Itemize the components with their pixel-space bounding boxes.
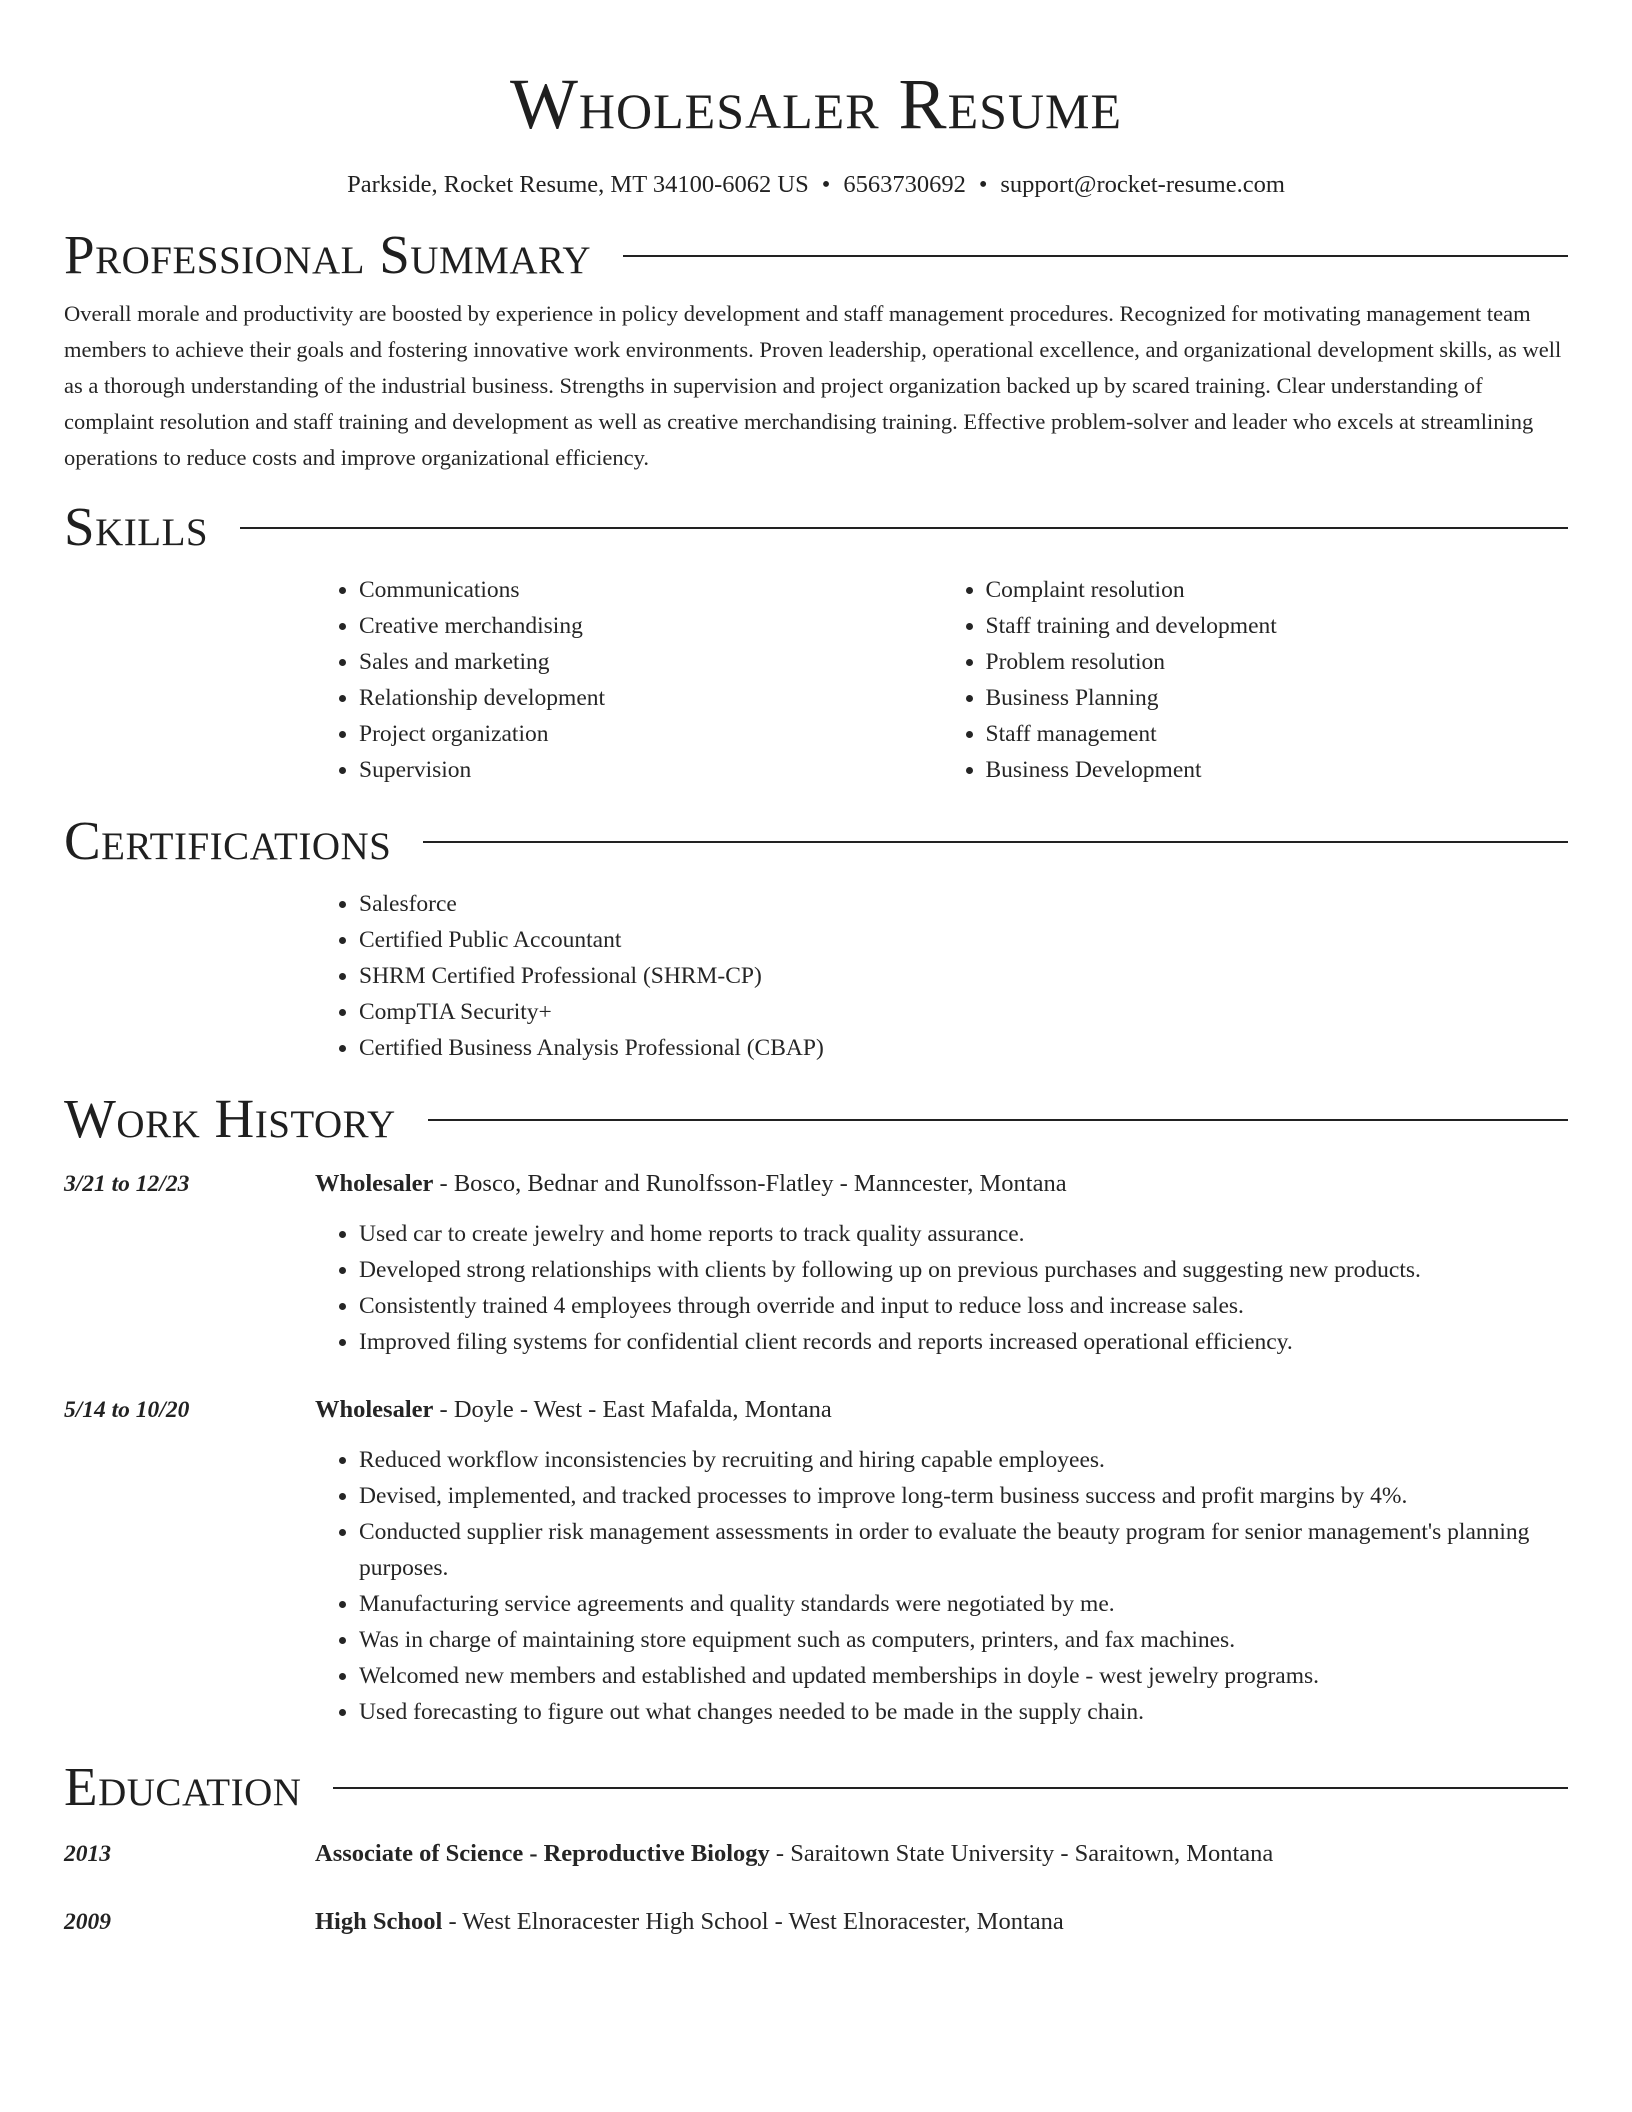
- skills-header: [64, 494, 1568, 560]
- education-line: [315, 1904, 1064, 1940]
- section-divider: [423, 841, 1568, 843]
- job-bullet: • Used car to create jewelry and home reports to track quality assurance.: [359, 1216, 1568, 1252]
- certification-item: • Certified Public Accountant: [359, 922, 1568, 958]
- resume-name: Wholesaler Resume: [509, 64, 1123, 144]
- education-entry: [64, 1904, 1568, 1940]
- skill-item: • Business Planning: [986, 680, 1569, 716]
- job-bullet: • Conducted supplier risk management assessments in order to evaluate the beauty program for senior management's planning purposes.: [359, 1514, 1568, 1586]
- summary-header: [64, 222, 1568, 288]
- job-entry: [64, 1166, 1568, 1360]
- certifications-list: [315, 886, 1568, 1066]
- work-history-section: [64, 1086, 1568, 1730]
- education-line: [315, 1836, 1273, 1872]
- certification-item: • Certified Business Analysis Professional (CBAP): [359, 1030, 1568, 1066]
- skill-item: • Relationship development: [359, 680, 942, 716]
- skills-section: [64, 494, 1568, 788]
- job-bullet: • Used forecasting to figure out what changes needed to be made in the supply chain.: [359, 1694, 1568, 1730]
- contact-phone: 6563730692: [843, 171, 966, 198]
- summary-text: Overall morale and productivity are boosted by experience in policy development and staff management procedures. Recognized for motivating management team members to achieve their goals and fostering innovative work environments. Proven leadership, operational excellence, and organizational development skills, as well as a thorough understanding of the industrial business. Strengths in supervision and project organization backed up by scared training. Clear understanding of complaint resolution and staff training and development as well as creative merchandising training. Effective problem-solver and leader who excels at streamlining operations to reduce costs and improve organizational efficiency.: [64, 301, 1562, 470]
- skills-title: Skills: [64, 496, 209, 557]
- job-bullet: • Devised, implemented, and tracked processes to improve long-term business success and profit margins by 4%.: [359, 1478, 1568, 1514]
- skills-columns: [315, 572, 1568, 788]
- job-bullets: [315, 1442, 1568, 1730]
- skill-item: • Complaint resolution: [986, 572, 1569, 608]
- education-year: 2009: [64, 1909, 111, 1935]
- contact-line: [64, 168, 1568, 202]
- certification-item: • Salesforce: [359, 886, 1568, 922]
- job-role: Wholesaler: [315, 1170, 434, 1197]
- contact-separator: •: [978, 171, 988, 198]
- work-history-header: [64, 1086, 1568, 1152]
- work-history-title: Work History: [64, 1088, 396, 1149]
- skill-item: • Staff training and development: [986, 608, 1569, 644]
- certification-item: • SHRM Certified Professional (SHRM-CP): [359, 958, 1568, 994]
- skill-item: • Sales and marketing: [359, 644, 942, 680]
- job-dates: 5/14 to 10/20: [64, 1397, 190, 1423]
- job-bullet: • Manufacturing service agreements and quality standards were negotiated by me.: [359, 1586, 1568, 1622]
- job-title-line: [315, 1392, 832, 1428]
- job-bullets: [315, 1216, 1568, 1360]
- certifications-body: [315, 886, 1568, 1066]
- job-bullet: • Improved filing systems for confidential client records and reports increased operational efficiency.: [359, 1324, 1568, 1360]
- skills-list-left: [315, 572, 942, 788]
- contact-email: support@rocket-resume.com: [1000, 171, 1285, 198]
- section-divider: [428, 1119, 1568, 1121]
- summary-section: [64, 222, 1568, 476]
- skill-item: • Communications: [359, 572, 942, 608]
- job-heading: [64, 1166, 1568, 1202]
- education-title: Education: [64, 1756, 302, 1817]
- education-section: [64, 1754, 1568, 1940]
- contact-separator: •: [821, 171, 831, 198]
- certifications-section: [64, 808, 1568, 1066]
- skill-item: • Creative merchandising: [359, 608, 942, 644]
- education-entry: [64, 1836, 1568, 1872]
- summary-title: Professional Summary: [64, 224, 592, 285]
- certification-item: • CompTIA Security+: [359, 994, 1568, 1030]
- certifications-title: Certifications: [64, 810, 392, 871]
- education-degree: Associate of Science - Reproductive Biology: [315, 1840, 770, 1867]
- job-title-line: [315, 1166, 1067, 1202]
- job-details: - Bosco, Bednar and Runolfsson-Flatley - Manncester, Montana: [433, 1170, 1067, 1197]
- job-entry: [64, 1392, 1568, 1730]
- education-degree: High School: [315, 1908, 443, 1935]
- job-bullets-wrap: [315, 1442, 1568, 1730]
- skill-item: • Supervision: [359, 752, 942, 788]
- job-bullet: • Developed strong relationships with clients by following up on previous purchases and suggesting new products.: [359, 1252, 1568, 1288]
- section-divider: [623, 255, 1568, 257]
- skill-item: • Project organization: [359, 716, 942, 752]
- job-bullet: • Consistently trained 4 employees through override and input to reduce loss and increase sales.: [359, 1288, 1568, 1324]
- education-details: - West Elnoracester High School - West Elnoracester, Montana: [442, 1908, 1064, 1935]
- skill-item: • Problem resolution: [986, 644, 1569, 680]
- job-details: - Doyle - West - East Mafalda, Montana: [433, 1396, 832, 1423]
- section-divider: [333, 1787, 1568, 1789]
- job-dates: 3/21 to 12/23: [64, 1171, 190, 1197]
- education-year: 2013: [64, 1841, 111, 1867]
- job-role: Wholesaler: [315, 1396, 434, 1423]
- skill-item: • Business Development: [986, 752, 1569, 788]
- skill-item: • Staff management: [986, 716, 1569, 752]
- section-divider: [240, 527, 1568, 529]
- certifications-header: [64, 808, 1568, 874]
- education-details: - Saraitown State University - Saraitown, Montana: [769, 1840, 1274, 1867]
- skills-list-right: [942, 572, 1569, 788]
- contact-address: Parkside, Rocket Resume, MT 34100-6062 US: [347, 171, 809, 198]
- job-bullets-wrap: [315, 1216, 1568, 1360]
- job-bullet: • Welcomed new members and established and updated memberships in doyle - west jewelry programs.: [359, 1658, 1568, 1694]
- job-bullet: • Reduced workflow inconsistencies by recruiting and hiring capable employees.: [359, 1442, 1568, 1478]
- job-bullet: • Was in charge of maintaining store equipment such as computers, printers, and fax machines.: [359, 1622, 1568, 1658]
- job-heading: [64, 1392, 1568, 1428]
- education-header: [64, 1754, 1568, 1820]
